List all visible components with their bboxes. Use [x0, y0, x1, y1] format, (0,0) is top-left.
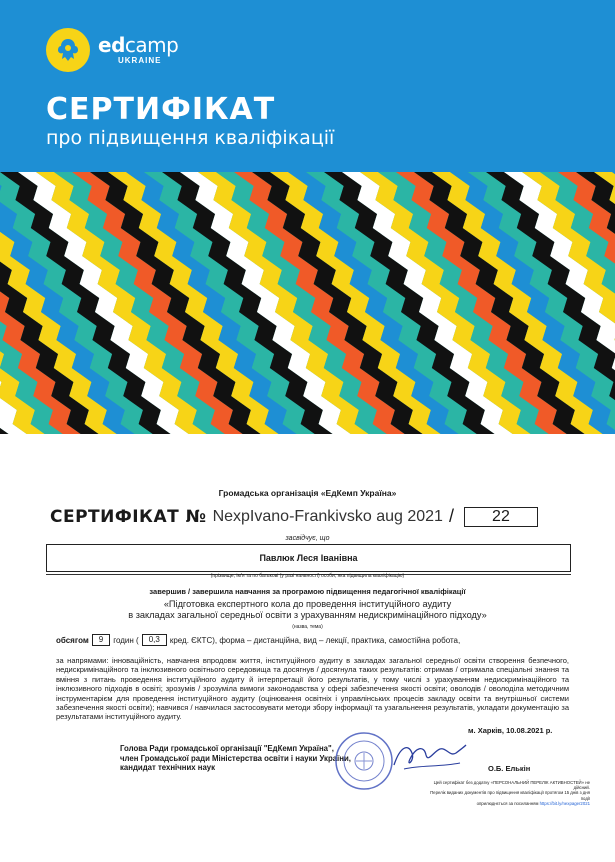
holder-caption: (прізвище, ім'я та по батькові (у разі наявності) особи, яка підвищила кваліфікацію)	[210, 573, 405, 579]
signatory-title	[120, 744, 351, 773]
certificate-number-line	[50, 506, 580, 527]
directions-text: за напрямами: інноваційність, навчання впродовж життя, інституційного аудиту в закладах загальної середньої освіти створення безпечного, недискримінаційного та інклюзивного освітнього середовища та досягнув / досягнула таких результатів: отримав / отримала спеціальні знання та вміння з питань проведення інституційного аудиту й інтерпретації його результатів, у тому числі з урахуванням недискримінаційного та інклюзивного підходів в освіті; зрозумів / зрозуміла вимоги законодавства у сфері забезпечення якості освіти; оволодів / оволоділа методичним інструментарієм для проведення інституційного аудиту (оцінювання освітніх і управлінських процесів закладу освіти та внутрішньої системи забезпечення якості освіти); навчився / навчилася застосовувати методи збору інформації та узагальнення результатів, укладати документацію за результатами інституційного аудиту.	[56, 656, 569, 722]
logo-country: UKRAINE	[118, 56, 162, 65]
certificate-number: 22	[464, 507, 538, 527]
certificate-series: NexpIvano-Frankivsko aug 2021	[212, 507, 443, 525]
certifies-text: засвідчує, що	[285, 535, 330, 542]
certificate-header	[0, 0, 615, 172]
signatory-line-1: Голова Ради громадської організації "ЕдКемп Україна",	[120, 744, 334, 753]
volume-prefix: обсягом	[56, 635, 89, 645]
volume-line	[56, 634, 460, 646]
decorative-pattern	[0, 172, 615, 434]
program-line-2: в закладах загальної середньої освіти з урахуванням недискримінаційного підходу»	[128, 610, 487, 620]
issuing-organization: Громадська організація «ЕдКемп Україна»	[218, 488, 397, 498]
certificate-word: СЕРТИФІКАТ №	[50, 506, 207, 527]
volume-rest: кред. ЄКТС), форма – дистанційна, вид – лекції, практика, самостійна робота,	[169, 635, 461, 645]
registry-link[interactable]: https://bit.ly/nexpager2021	[539, 800, 590, 806]
volume-hours: 9	[92, 634, 110, 646]
program-title	[0, 599, 615, 621]
volume-credits: 0,3	[142, 634, 167, 646]
holder-name: Павлюк Леся Іванівна	[46, 544, 571, 572]
edcamp-logo	[46, 28, 178, 72]
signatory-line-3: кандидат технічних наук	[120, 763, 216, 772]
certificate-slash: /	[448, 506, 454, 526]
volume-hours-label: годин (	[113, 635, 139, 645]
validity-note	[420, 780, 590, 806]
note-line-1: Цей сертифікат без додатку «ПЕРСОНАЛЬНИЙ ПЕРЕЛІК АКТИВНОСТЕЙ» не дійсний.	[433, 780, 590, 791]
note-line-2: Перелік виданих документів про підвищення кваліфікації протягом 15 днів з дня події	[430, 790, 590, 801]
place-date: м. Харків, 10.08.2021 р.	[468, 726, 553, 735]
logo-emblem-icon	[46, 28, 90, 72]
page-title: СЕРТИФІКАТ	[46, 92, 276, 127]
signer-name: О.Б. Елькін	[488, 764, 531, 773]
logo-wordmark	[98, 35, 178, 65]
signatory-line-2: член Громадської ради Міністерства освіти і науки України,	[120, 753, 351, 763]
page-subtitle: про підвищення кваліфікації	[46, 127, 335, 149]
program-line-1: «Підготовка експертного кола до проведення інституційного аудиту	[163, 599, 452, 609]
program-caption: (назва, тема)	[292, 624, 323, 630]
certificate-body	[0, 434, 615, 862]
note-line-3	[420, 801, 590, 806]
completed-text: завершив / завершила навчання за програмою підвищення педагогічної кваліфікації	[149, 587, 466, 596]
logo-camp: camp	[124, 33, 179, 57]
official-stamp-icon	[334, 731, 394, 791]
note-link-prefix: оприлюднється за посиланням	[476, 800, 540, 806]
handwritten-signature-icon	[390, 737, 468, 777]
logo-ed: ed	[98, 33, 125, 57]
